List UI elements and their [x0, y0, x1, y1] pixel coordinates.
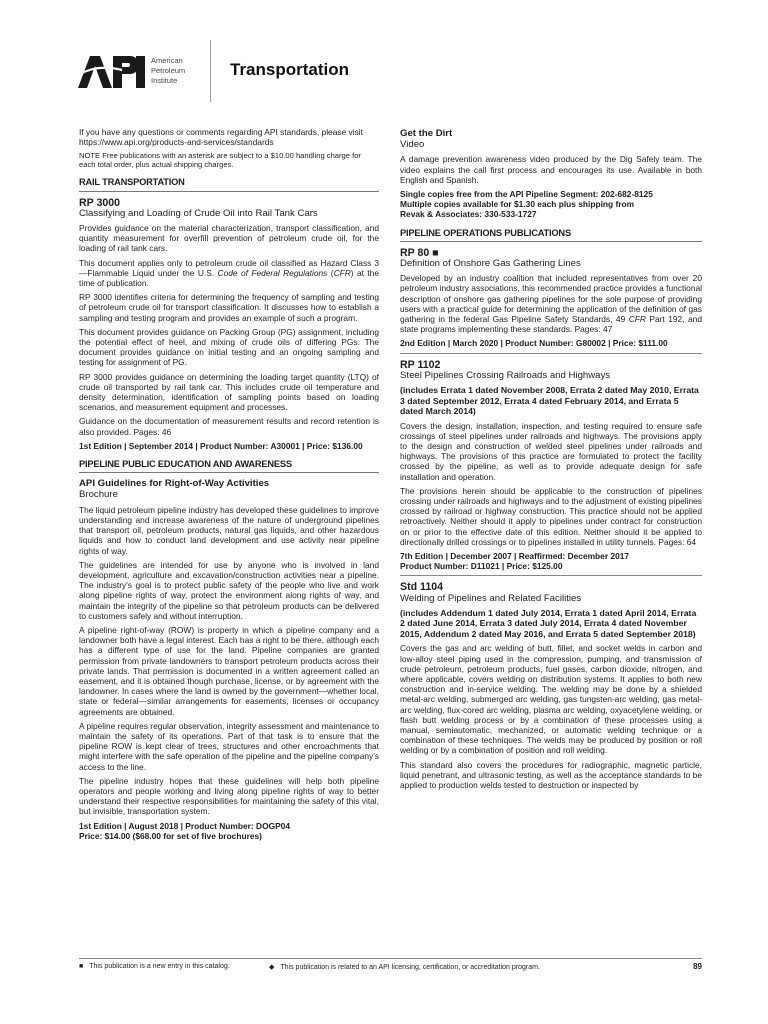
text-run: ) at the time of publication. — [79, 267, 379, 289]
rp1102-pubinfo: 7th Edition | December 2007 | Reaffirmed: December 2017 — [400, 551, 630, 561]
guidelines-paragraph: The guidelines are intended for use by anyone who is involved in land development, agriculture and excavation/construction activities near a pipeline. The industry's goal is to protect public safety of the people who live and work along pipeline rights of way, protect the environment along rights of way, and maintain the integrity of the pipeline so that petroleum products can be delivered to customers safely and without interruption. — [79, 559, 379, 621]
text-run-italic: Code of Federal Regulations — [217, 267, 328, 278]
footer-licensing-note — [269, 963, 540, 971]
handling-note: NOTE Free publications with an asterisk are subject to a $10.00 handling charge for each total order, plus actual shipping charges. — [79, 151, 361, 170]
rp1102-product: Product Number: D11021 | Price: $125.00 — [400, 561, 563, 572]
square-icon: ■ — [79, 963, 84, 970]
rp3000-paragraph: Guidance on the documentation of measurement results and record retention is also provided. Pages: 46 — [79, 416, 379, 437]
dirt-paragraph: A damage prevention awareness video produced by the Dig Safely team. The video explains the call first process and encourages its use. Available in both English and Spanish. — [400, 154, 702, 185]
divider — [400, 353, 702, 354]
dirt-contact-line: Multiple copies available for $1.30 each plus shipping from — [400, 199, 635, 210]
doc-title-std1104: Welding of Pipelines and Related Facilities — [400, 592, 582, 604]
page-number: 89 — [693, 962, 702, 971]
guidelines-paragraph: A pipeline right-of-way (ROW) is property in which a pipeline company and a landowner both have a legal interest. Each has a right to be there, although each has a different type of use for the land. Pipeline companies are granted permission from private landowners to transport petroleum products across their private lands. That permission is documented in a written agreement called an easement, and it is obtained though purchase, license, or by agreement with the landowner. In cases where the land is owned by the government—whether local, state or federal—similar arrangements for easements, licenses or occupancy agreements are obtained. — [79, 624, 379, 717]
org-line: Petroleum — [151, 66, 186, 75]
text-run: Developed by an industry coalition that included representatives from over 20 petroleum industry associations, this recommended practice provides a functional description of onshore gas gathering pipelines for the sole purpose of providing users with a practical guide for determining the application of the definition of gas gathering in the federal Gas Pipeline Safety Standards, 49 — [400, 273, 702, 325]
text-run-italic: CFR — [333, 267, 351, 278]
org-line: Institute — [151, 76, 178, 85]
rp3000-paragraph: This document provides guidance on Packing Group (PG) assignment, including the potential effect of heel, and mixing of crude oils of differing PGs. The document provides guidance on initial testing and an ongoing sampling and testing for assignment of PG. — [79, 326, 379, 368]
api-logo-icon — [78, 54, 148, 88]
rp1102-errata: (includes Errata 1 dated November 2008, Errata 2 dated May 2010, Errata 3 dated September 2012, Errata 4 dated February 2014, and Errata 5 dated March 2014) — [400, 385, 699, 417]
guidelines-paragraph: A pipeline requires regular observation, integrity assessment and maintenance to maintain the safety of its operations. Part of that task is to ensure that the pipeline ROW is kept clear of trees, structures and other encroachments that might interfere with the safe operation of the pipeline and the pipeline company's access to the line. — [79, 720, 379, 772]
dirt-contact-line: Revak & Associates: 330-533-1727 — [400, 209, 537, 220]
section-heading-rail: RAIL TRANSPORTATION — [79, 177, 379, 191]
left-column — [79, 127, 379, 844]
dirt-contact-line: Single copies free from the API Pipeline Segment: 202-682-8125 — [400, 189, 653, 200]
doc-id-rp3000: RP 3000 — [79, 196, 121, 209]
doc-id-rp1102: RP 1102 — [400, 358, 441, 371]
text-run-italic: CFR — [628, 314, 646, 325]
header-divider — [210, 40, 211, 102]
divider — [400, 575, 702, 576]
doc-subtitle-video: Video — [400, 139, 425, 151]
text-run: ( — [327, 267, 334, 278]
rp80-pubinfo: 2nd Edition | March 2020 | Product Number: G80002 | Price: $111.00 — [400, 338, 668, 349]
org-line: American — [151, 56, 183, 65]
text-run: Part 192, and state programs implementing these standards. Pages: 47 — [400, 314, 702, 335]
rp3000-paragraph: RP 3000 provides guidance on determining the loading target quantity (LTQ) of crude oil transported by rail tank car. This includes crude oil temperature and density determination, identification of sampling points based on loading scenarios, and measurement equipment and processes. — [79, 371, 379, 413]
contact-text: If you have any questions or comments regarding API standards, please visit https://www.api.org/products-and-services/standards — [79, 127, 363, 148]
footer-note-text: This publication is a new entry in this catalog. — [89, 963, 230, 970]
diamond-icon: ◆ — [269, 964, 275, 971]
page-title: Transportation — [230, 60, 350, 79]
doc-id-rp80: RP 80 ■ — [400, 246, 439, 259]
std1104-errata: (includes Addendum 1 dated July 2014, Errata 1 dated April 2014, Errata 2 dated June 2014, Errata 3 dated July 2014, Errata 4 dated November 2015, Addendum 2 dated May 2016, and Errata 5 dated September 2018) — [400, 607, 697, 639]
section-heading-operations: PIPELINE OPERATIONS PUBLICATIONS — [400, 228, 702, 242]
footer-new-entry-note — [79, 963, 230, 970]
rp3000-pubinfo: 1st Edition | September 2014 | Product Number: A30001 | Price: $136.00 — [79, 440, 363, 451]
doc-subtitle-brochure: Brochure — [79, 489, 118, 501]
doc-title-rp3000: Classifying and Loading of Crude Oil into Rail Tank Cars — [79, 207, 318, 219]
rp3000-paragraph: RP 3000 identifies criteria for determining the frequency of sampling and testing of petroleum crude oil for transport classification. It discusses how to establish a sampling and testing program and provides an example of such a program. — [79, 292, 379, 323]
std1104-paragraph: This standard also covers the procedures for radiographic, magnetic particle, liquid penetrant, and ultrasonic testing, as well as the acceptance standards to be applied to production welds tested to destruction or inspected by — [400, 759, 702, 790]
section-heading-education: PIPELINE PUBLIC EDUCATION AND AWARENESS — [79, 459, 379, 473]
doc-title-rp80: Definition of Onshore Gas Gathering Lines — [400, 258, 581, 270]
rp80-paragraph — [400, 273, 702, 334]
text-run: This document applies only to petroleum crude oil classified as Hazard Class 3—Flammable Liquid under the U.S. — [79, 257, 379, 278]
guidelines-price: Price: $14.00 ($68.00 for set of five brochures) — [79, 830, 262, 841]
right-column — [400, 127, 702, 794]
doc-id-row-guidelines: API Guidelines for Right-of-Way Activities — [79, 478, 270, 490]
std1104-paragraph: Covers the gas and arc welding of butt, fillet, and socket welds in carbon and low-alloy steel piping used in the compression, pumping, and transmission of crude petroleum, petroleum products, fuel gases, carbon dioxide, nitrogen, and where applicable, covers welding on distribution systems. It applies to both new construction and in-service welding. The welding may be done by a shielded metal-arc welding, submerged arc welding, gas tungsten-arc welding, gas metal-arc welding, flux-cored arc welding, plasma arc welding, oxyacetylene welding, or flash butt welding process or by a combination of these processes using a manual, semiautomatic, mechanized, or automatic welding technique or a combination of these techniques. The welds may be produced by position or roll welding or by a combination of position and roll welding. — [400, 643, 702, 756]
rp1102-paragraph: Covers the design, installation, inspection, and testing required to ensure safe crossings of steel pipelines under railroads and highways. The provisions apply to the design and construction of welded steel pipelines under railroads and highways. The provisions of this practice are formulated to protect the facility crossed by the pipeline, as well as to provide adequate design for safe installation and operation. — [400, 420, 702, 482]
doc-id-get-the-dirt: Get the Dirt — [400, 128, 453, 139]
page-footer — [79, 958, 702, 973]
guidelines-paragraph: The pipeline industry hopes that these guidelines will help both pipeline operators and people working and living along pipeline rights of way to better understand their respective responsibilities for maintaining the safety of this vital, but invisible, transportation system. — [79, 775, 379, 817]
doc-title-rp1102: Steel Pipelines Crossing Railroads and Highways — [400, 369, 611, 381]
page-header — [0, 40, 768, 110]
rp3000-paragraph — [79, 258, 379, 289]
rp1102-paragraph: The provisions herein should be applicable to the construction of pipelines crossing under railroads and highways and to the adjustment of existing pipelines crossed by railroad or highway construction. This practice should not be applied retroactively. Neither should it apply to pipelines under contract for construction on or prior to the effective date of this edition. Neither should it be applied to directionally drilled crossings or to pipelines installed in utility tunnels. Pages: 64 — [400, 485, 702, 547]
guidelines-paragraph: The liquid petroleum pipeline industry has developed these guidelines to improve understanding and increase awareness of the nature of underground pipelines that transport oil, petroleum products, natural gas liquids, and other hazardous liquids and how to conduct land development and use activity near pipeline rights of way. — [79, 504, 379, 556]
rp3000-paragraph: Provides guidance on the material characterization, transport classification, and quantity measurement for overfill prevention of petroleum crude oil, for the loading of rail tank cars. — [79, 223, 379, 254]
guidelines-pubinfo: 1st Edition | August 2018 | Product Number: DOGP04 — [79, 820, 290, 831]
org-name — [151, 56, 211, 86]
footer-note-text: This publication is related to an API licensing, certification, or accreditation program. — [280, 964, 540, 971]
doc-id-std1104: Std 1104 — [400, 581, 443, 594]
